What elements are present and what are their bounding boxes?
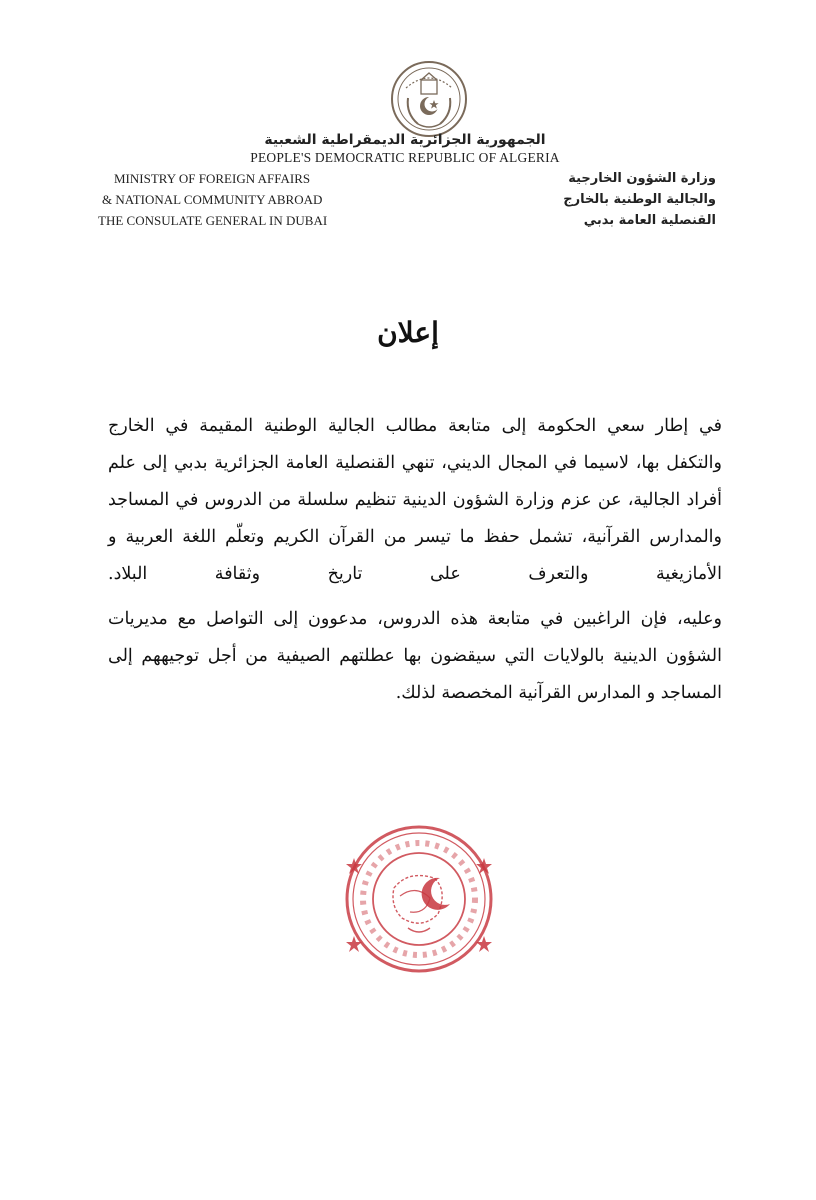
announcement-body: [108, 408, 722, 712]
announcement-paragraph-1: في إطار سعي الحكومة إلى متابعة مطالب الجالية الوطنية المقيمة في الخارج والتكفل بها، لاسيما في المجال الديني، تنهي القنصلية العامة الجزائرية بدبي إلى علم أفراد الجالية، عن عزم وزارة الشؤون الدينية تنظيم سلسلة من الدروس في المساجد والمدارس القرآنية، تشمل حفظ ما تيسر من القرآن الكريم وتعلّم اللغة العربية و الأمازيغية والتعرف على تاريخ وثقافة البلاد.: [108, 416, 722, 584]
consulate-line-en: THE CONSULATE GENERAL IN DUBAI: [98, 213, 328, 228]
ministry-line-en: MINISTRY OF FOREIGN AFFAIRS: [114, 171, 311, 186]
algeria-emblem-icon: [388, 58, 470, 140]
ministry-header-english: [98, 168, 328, 231]
announcement-title: إعلان: [377, 316, 439, 349]
consulate-line-ar: القنصلية العامة بدبي: [583, 213, 716, 228]
republic-name-english: PEOPLE'S DEMOCRATIC REPUBLIC OF ALGERIA: [250, 150, 560, 165]
community-line-en: & NATIONAL COMMUNITY ABROAD: [102, 192, 323, 207]
community-line-ar: والجالية الوطنية بالخارج: [563, 192, 716, 207]
ministry-header-arabic: [540, 168, 716, 231]
republic-name-arabic: الجمهورية الجزائرية الديمقراطية الشعبية: [264, 132, 546, 148]
ministry-line-ar: وزارة الشؤون الخارجية: [568, 171, 716, 186]
consulate-seal-icon: [338, 818, 500, 980]
announcement-paragraph-2: وعليه، فإن الراغبين في متابعة هذه الدروس، مدعوون إلى التواصل مع مديريات الشؤون الدينية بالولايات التي سيقضون بها عطلتهم الصيفية من أجل توجيههم إلى المساجد و المدارس القرآنية المخصصة لذلك.: [108, 609, 722, 703]
